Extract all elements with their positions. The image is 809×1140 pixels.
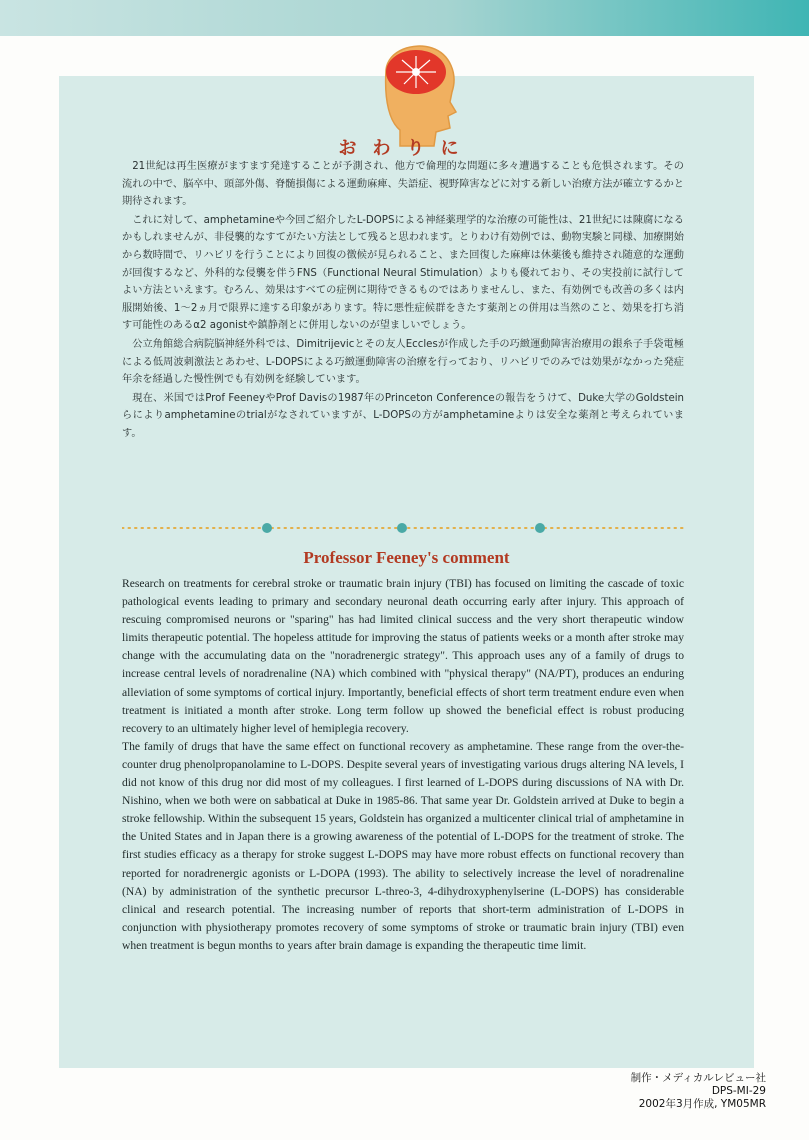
top-color-band — [0, 0, 809, 36]
jp-paragraph: 公立角館総合病院脳神経外科では、Dimitrijevicとその友人Ecclesが作成した手の巧緻運動障害治療用の銀糸子手袋電極による低周波刺激法とあわせ、L-DOPSによる巧緻運動障害の治療を行っており、リハビリでのみでは効果がなかった発症年余を経過した慢性例でも有効例を経験しています。 — [122, 338, 684, 386]
dot-icon — [262, 523, 272, 533]
credits-block — [560, 1072, 766, 1111]
japanese-body — [122, 158, 684, 444]
en-paragraph: Research on treatments for cerebral stroke or traumatic brain injury (TBI) has focused on limiting the cascade of toxic pathological events leading to primary and secondary neuronal death occurring early after injury. This approach of rescuing compromised neurons or "sparing" has had limited clinical success and the very short therapeutic window limits therapeutic potential. The hopeless attitude for improving the status of patients weeks or a month after stroke may change with the accumulating data on the "noradrenergic strategy". This approach uses any of a family of drugs to increase central levels of noradrenaline (NA) which combined with "physical therapy" (NA/PT), produces an enduring alleviation of some symptoms of cortical injury. Importantly, beneficial effects of short term treatment endure even when treatment is initiated a month after stroke. Long term follow up showed the beneficial effect is robust producing recovery to an ultimately higher level of hemiplegia recovery. — [122, 577, 684, 735]
jp-paragraph: これに対して、amphetamineや今回ご紹介したL-DOPSによる神経薬理学的な治療の可能性は、21世紀には陳腐になるかもしれませんが、非侵襲的なすてがたい方法として残ると思われます。とりわけ有効例では、動物実験と同様、加療開始から数時間で、リハビリを行うことにより回復の徴候が見られること、また回復した麻痺は休薬後も維持され随意的な運動が回復するなど、外科的な侵襲を伴うFNS（Functional Neural Stimulation）よりも優れており、その実投前に試行してよい方法といえます。むろん、効果はすべての症例に期待できるものではありませんし、また、有効例でも改善の多くは内服開始後、1～2ヵ月で限界に達する印象があります。特に悪性症候群をきたす薬剤との併用は当然のこと、効果を打ち消す可能性のあるα2 agonistや鎮静剤とに併用しないのが望ましいでしょう。 — [122, 214, 684, 332]
head-profile-icon — [366, 40, 462, 148]
japanese-section-title: おわりに — [338, 138, 475, 159]
english-body — [122, 575, 684, 955]
jp-paragraph: 21世紀は再生医療がますます発達することが予測され、他方で倫理的な問題に多々遭遇することも危惧されます。その流れの中で、脳卒中、頭部外傷、脊髄損傷による運動麻痺、失語症、視野障害などに対する新しい治療方法が確立するかと期待されます。 — [122, 161, 684, 208]
producer-line: 制作・メディカルレビュー社 — [630, 1072, 766, 1084]
document-code: DPS-MI-29 — [711, 1085, 766, 1097]
english-section-title: Professor Feeney's comment — [303, 548, 510, 567]
creation-date: 2002年3月作成, YM05MR — [638, 1098, 766, 1110]
dot-icon — [397, 523, 407, 533]
dotted-divider — [122, 522, 684, 534]
dot-icon — [535, 523, 545, 533]
en-paragraph: The family of drugs that have the same effect on functional recovery as amphetamine. These range from the over-the-counter drug phenolpropanolamine to L-DOPS. Despite several years of investigating various drugs altering NA levels, I did not know of this drug nor did most of my colleagues. I first learned of L-DOPS during discussions of NA with Dr. Nishino, when we both were on sabbatical at Duke in 1985-86. That same year Dr. Goldstein arrived at Duke to begin a stroke fellowship. Within the subsequent 15 years, Goldstein has organized a multicenter clinical trial of amphetamine in the United States and in Japan there is a growing awareness of the potential of L-DOPS for the treatment of stroke. The first studies efficacy as a therapy for stroke suggest L-DOPS may have more robust effects on functional recovery than reported for noradrenergic agonists or L-DOPA (1993). The ability to selectively increase the level of noradrenaline (NA) by administration of the synthetic precursor L-threo-3, 4-dihydroxyphenylserine (L-DOPS) has considerable clinical and research potential. The increasing number of reports that short-term administration of L-DOPS in conjunction with physiotherapy promotes recovery of some symptoms of stroke or traumatic brain injury (TBI) even when treatment is begun months to years after brain damage is expanding the therapeutic time limit. — [122, 739, 684, 952]
jp-paragraph: 現在、米国ではProf FeeneyやProf Davisの1987年のPrinceton Conferenceの報告をうけて、Duke大学のGoldsteinらによりamphetamineのtrialがなされていますが、L-DOPSの方がamphetamineよりは安全な薬剤と考えられています。 — [122, 392, 684, 439]
